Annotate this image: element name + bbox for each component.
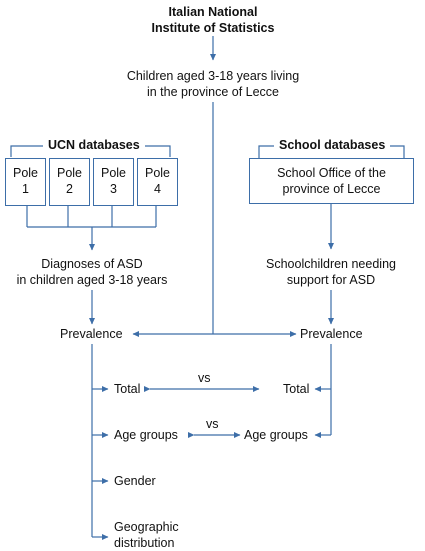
vs-total: vs [198,371,211,385]
school-office-label: School Office of the province of Lecce [277,166,386,196]
pole-1-label: Pole 1 [12,166,39,196]
pole-box-4 [137,158,178,206]
ucn-databases-label: UCN databases [43,137,145,153]
population-line1: Children aged 3-18 years living [126,69,300,83]
diagnoses-line2: in children aged 3-18 years [16,273,168,287]
total-right: Total [283,382,310,396]
geo-line2: distribution [114,536,175,550]
pole-box-3 [93,158,134,206]
schoolchildren-line1: Schoolchildren needing [266,257,396,271]
pole-box-2 [49,158,90,206]
diagnoses-node [2,256,182,288]
source-title [113,4,313,36]
pole-3-label: Pole 3 [100,166,127,196]
vs-age: vs [206,417,219,431]
population-node [83,68,343,100]
geographic-distribution-node [114,519,179,551]
population-line2: in the province of Lecce [146,85,280,99]
pole-4-label: Pole 4 [144,166,171,196]
prevalence-left: Prevalence [60,327,123,341]
age-groups-left: Age groups [114,428,178,442]
source-line2: Institute of Statistics [151,21,275,35]
source-line1: Italian National [168,5,258,19]
age-groups-right: Age groups [244,428,308,442]
diagnoses-line1: Diagnoses of ASD [41,257,143,271]
geo-line1: Geographic [114,520,179,534]
school-office-box [249,158,414,204]
schoolchildren-node [256,256,406,288]
pole-2-label: Pole 2 [56,166,83,196]
schoolchildren-line2: support for ASD [286,273,376,287]
gender-node: Gender [114,474,156,488]
total-left: Total [114,382,141,396]
pole-box-1 [5,158,46,206]
school-databases-label: School databases [274,137,390,153]
prevalence-right: Prevalence [300,327,363,341]
